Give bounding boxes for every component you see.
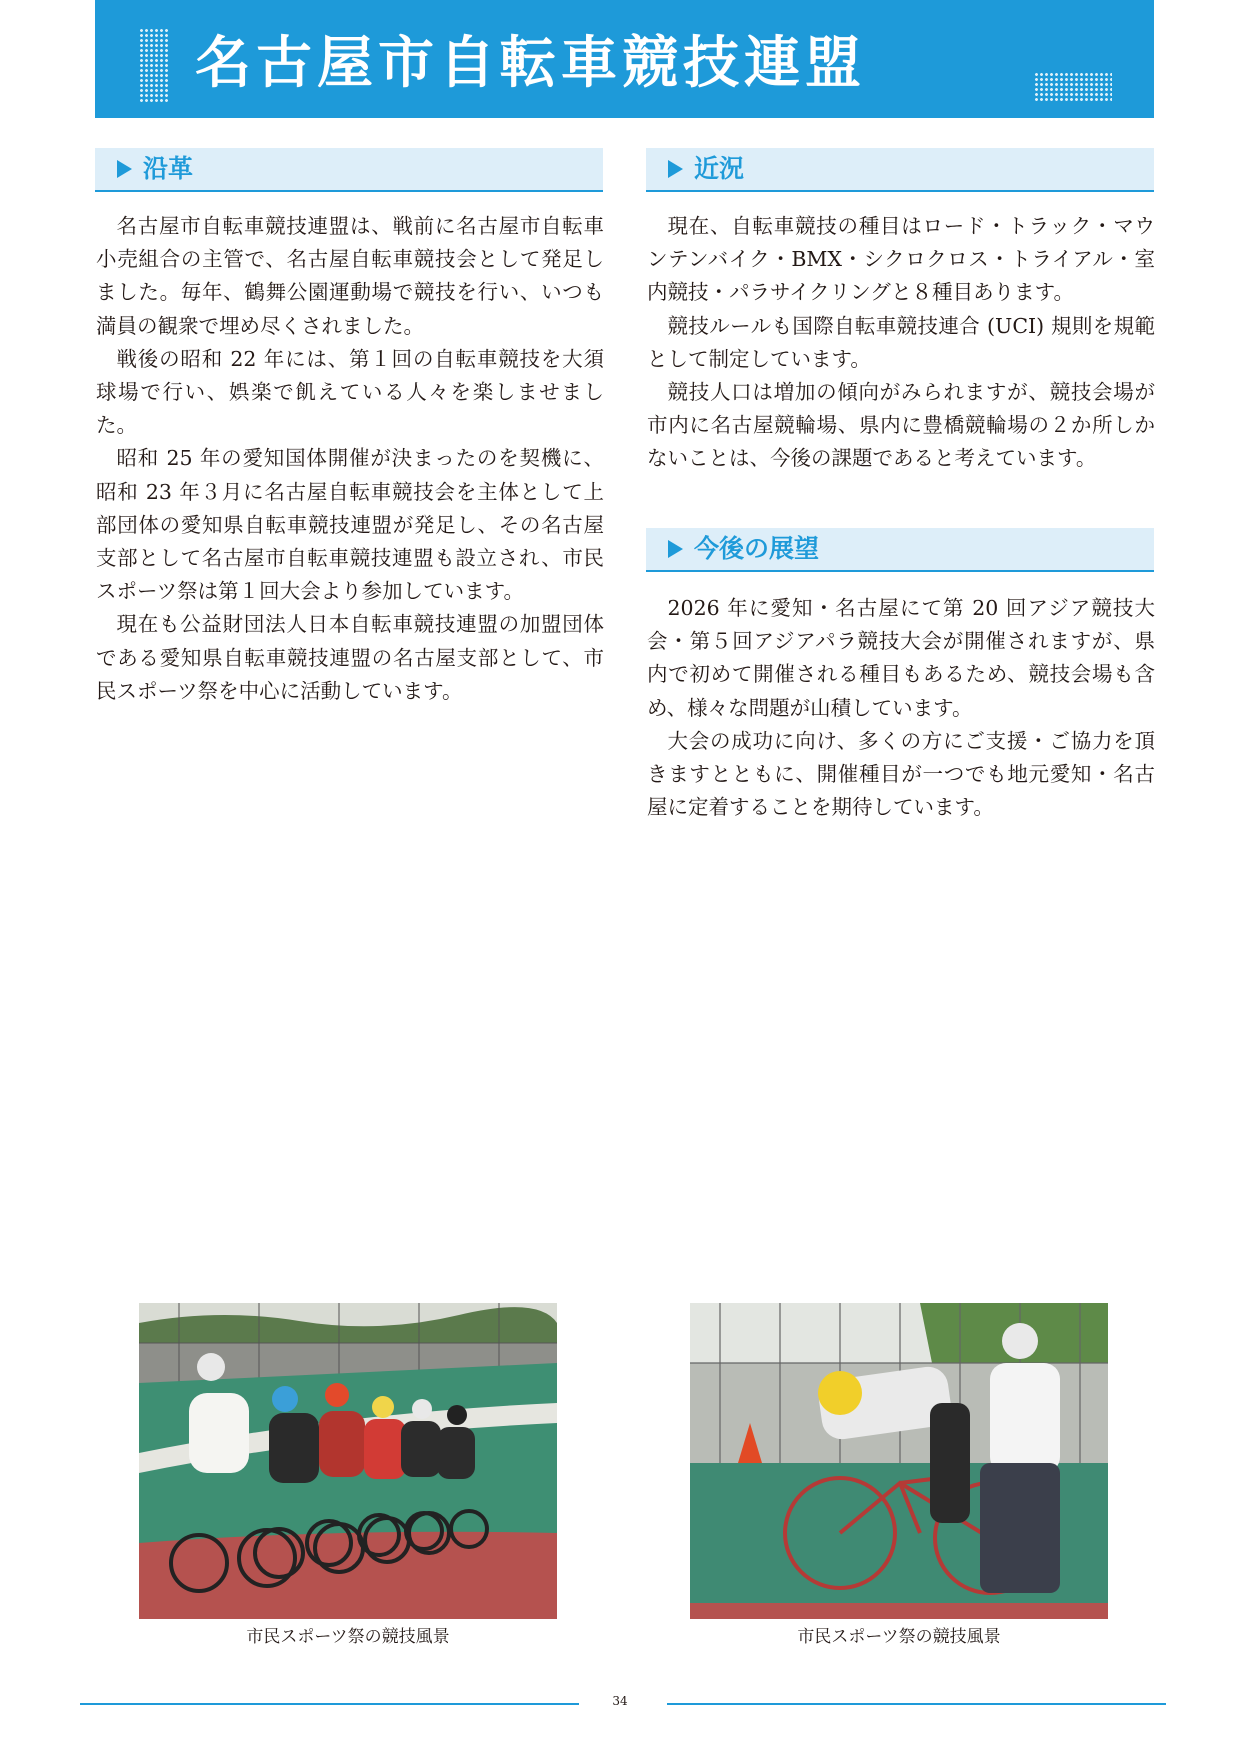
- page-title: 名古屋市自転車競技連盟: [195, 31, 866, 96]
- current-text: [647, 210, 1155, 476]
- triangle-bullet-icon: [117, 160, 132, 178]
- section-heading-future: [646, 528, 1154, 572]
- paragraph: 戦後の昭和 22 年には、第１回の自転車競技を大須球場で行い、娯楽で飢えている人々を楽しませました。: [96, 346, 604, 438]
- paragraph: 競技ルールも国際自転車競技連合 (UCI) 規則を規範として制定しています。: [647, 313, 1155, 371]
- section-heading-history: [95, 148, 603, 192]
- title-banner: [95, 0, 1154, 118]
- section-heading-text: 今後の展望: [694, 534, 820, 563]
- footer-rule-right: [667, 1703, 1166, 1705]
- dot-pattern-right: [1034, 72, 1112, 102]
- section-heading-current: [646, 148, 1154, 192]
- paragraph: 昭和 25 年の愛知国体開催が決まったのを契機に、昭和 23 年３月に名古屋自転車競技会を主体として上部団体の愛知県自転車競技連盟が発足し、その名古屋支部として名古屋市自転車競技連盟も設立され、市民スポーツ祭は第１回大会より参加しています。: [96, 446, 604, 604]
- paragraph: 大会の成功に向け、多くの方にご支援・ご協力を頂きますとともに、開催種目が一つでも地元愛知・名古屋に定着することを期待しています。: [647, 728, 1155, 820]
- triangle-bullet-icon: [668, 160, 683, 178]
- paragraph: 現在、自転車競技の種目はロード・トラック・マウンテンバイク・BMX・シクロクロス・トライアル・室内競技・パラサイクリングと８種目あります。: [647, 214, 1155, 305]
- photo-track-race: [139, 1303, 557, 1619]
- paragraph: 2026 年に愛知・名古屋にて第 20 回アジア競技大会・第５回アジアパラ競技大会が開催されますが、県内で初めて開催される種目もあるため、競技会場も含め、様々な問題が山積しています。: [647, 596, 1155, 720]
- section-heading-text: 沿革: [143, 154, 194, 183]
- paragraph: 競技人口は増加の傾向がみられますが、競技会場が市内に名古屋競輪場、県内に豊橋競輪場の２か所しかないことは、今後の課題であると考えています。: [647, 380, 1155, 471]
- paragraph: 現在も公益財団法人日本自転車競技連盟の加盟団体である愛知県自転車競技連盟の名古屋支部として、市民スポーツ祭を中心に活動しています。: [96, 612, 604, 703]
- section-heading-text: 近況: [694, 154, 745, 183]
- triangle-bullet-icon: [668, 540, 683, 558]
- photo-caption: 市民スポーツ祭の競技風景: [797, 1627, 1001, 1647]
- history-text: [96, 210, 604, 708]
- dot-pattern-left: [139, 28, 169, 104]
- paragraph: 名古屋市自転車競技連盟は、戦前に名古屋市自転車小売組合の主管で、名古屋自転車競技会として発足しました。毎年、鶴舞公園運動場で競技を行い、いつも満員の観衆で埋め尽くされました。: [96, 214, 604, 338]
- page-number: 34: [612, 1694, 628, 1708]
- footer-rule-left: [80, 1703, 579, 1705]
- photo-standing-start: [690, 1303, 1108, 1619]
- future-text: [647, 592, 1155, 824]
- photo-caption: 市民スポーツ祭の競技風景: [246, 1627, 450, 1647]
